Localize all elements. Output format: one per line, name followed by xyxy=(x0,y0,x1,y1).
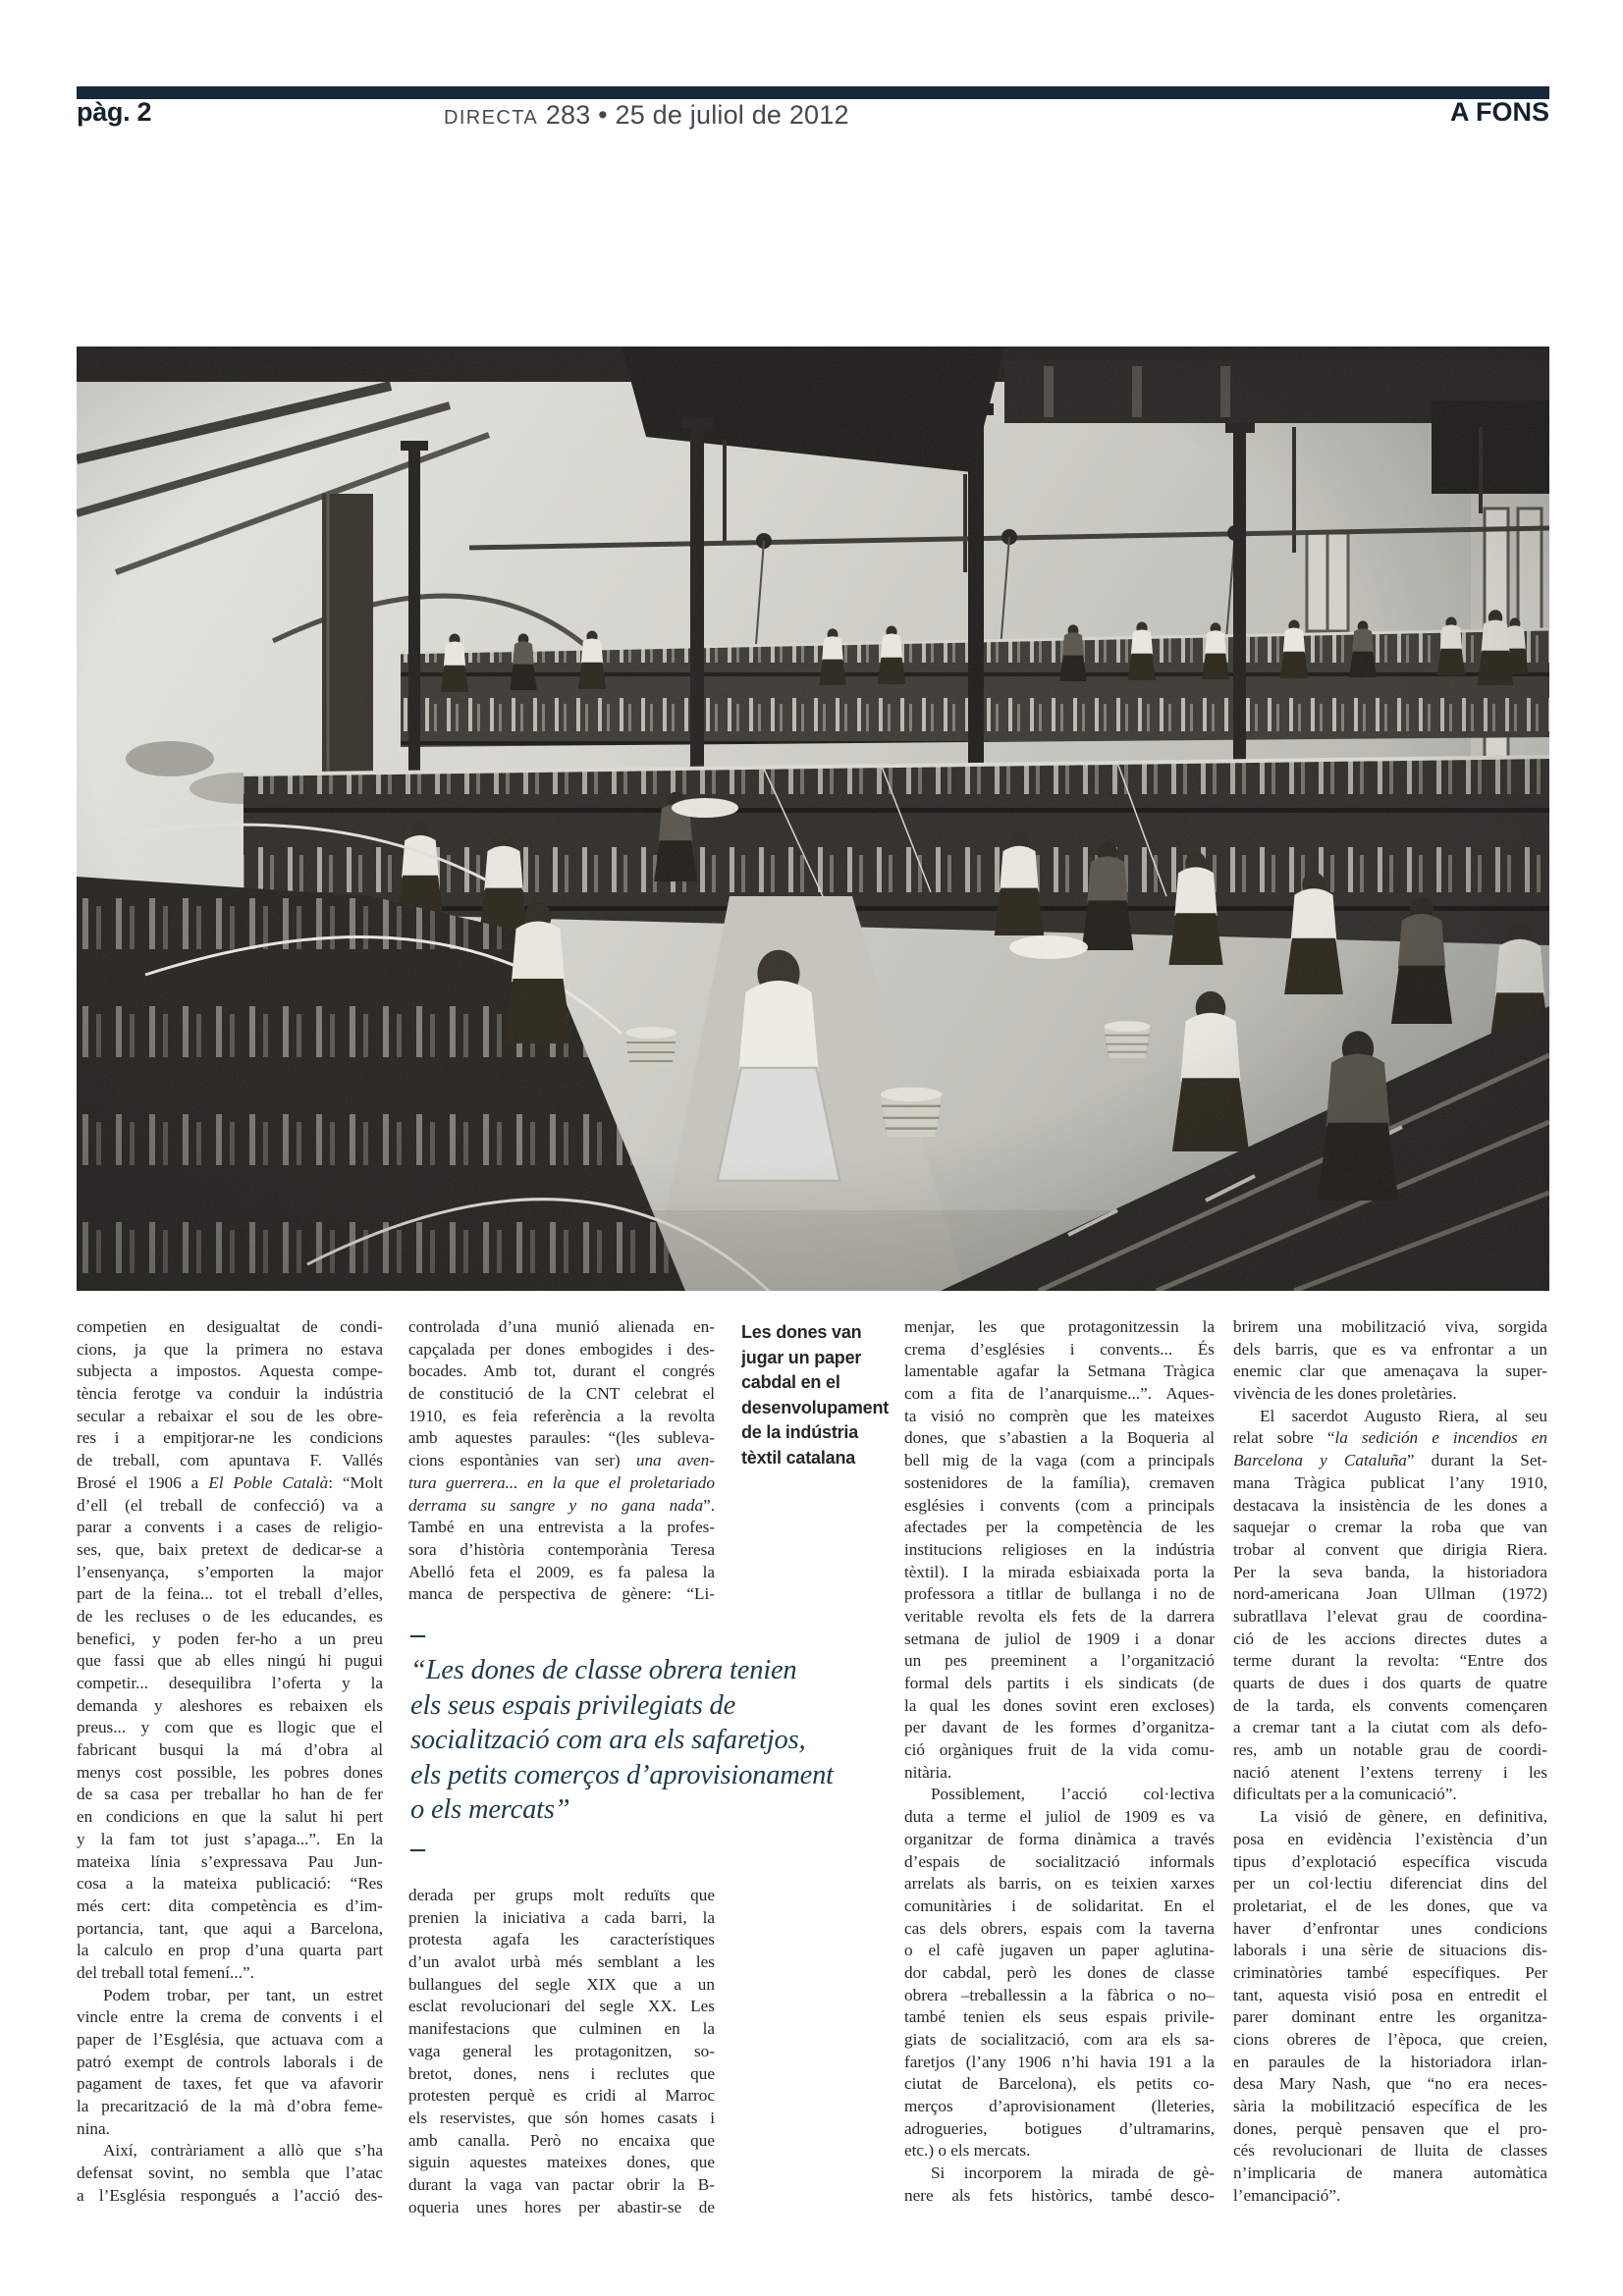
text-line: un pes preeminent a l’organització xyxy=(904,1651,1215,1671)
text-line: bretot, dones, nens i reclutes que xyxy=(408,2063,715,2083)
text-line: tant, aquesta visió posa en entredit el xyxy=(1233,1985,1547,2004)
text-line: Si incorporem la mirada de gè- xyxy=(931,2163,1215,2183)
body-column-2-top xyxy=(408,1316,715,1606)
text-line: haver d’enfrontar unes condicions xyxy=(1233,1918,1547,1938)
text-line: que fassi que ab elles ningú hi pugui xyxy=(77,1651,383,1671)
text-line: trobar al convent que dirigia Riera. xyxy=(1233,1539,1547,1559)
text-line: a cremar tant a la ciutat com als defo- xyxy=(1233,1718,1547,1737)
text-line: n’implicaria de manera automàtica xyxy=(1233,2163,1547,2183)
text-line: de la tarda, els convents començaren xyxy=(1233,1695,1547,1715)
text-line: Les dones van xyxy=(741,1322,862,1342)
text-line: capçalada per dones embogides i des- xyxy=(408,1339,715,1359)
text-line: la calculo en prop d’una quarta part xyxy=(77,1941,383,1960)
text-line: Abelló feta el 2009, es fa palesa la xyxy=(408,1562,715,1581)
text-line: afectades per la competència de les xyxy=(904,1518,1215,1537)
text-line: protesten perquè es cridi al Marroc xyxy=(408,2086,715,2106)
text-line: per un col·lectiu diferenciat dins del xyxy=(1233,1874,1547,1894)
text-line: veritable revolta els fets de la darrera xyxy=(904,1606,1215,1626)
text-line: arrelats als barris, on es teixien xarxes xyxy=(904,1874,1215,1894)
text-line: crema d’esglésies i convents... És xyxy=(904,1339,1215,1359)
text-line: obrera –treballessin a la fàbrica o no– xyxy=(904,1985,1215,2004)
text-line: sora d’història contemporània Teresa xyxy=(408,1539,715,1559)
text-line: també tenien els seus espais privile- xyxy=(904,2007,1215,2027)
text-line: defensat sovint, no sembla que l’atac xyxy=(77,2163,383,2183)
text-line: de treball, com apuntava F. Vallés xyxy=(77,1451,383,1470)
text-line: dones, que s’abastien a la Boqueria al xyxy=(904,1428,1215,1448)
text-line: ciutat de Barcelona), els petits co- xyxy=(904,2074,1215,2094)
text-line: d’ell (el treball de confecció) va a xyxy=(77,1495,383,1515)
text-line: ta visió no comprèn que les mateixes xyxy=(904,1406,1215,1425)
text-line: o els mercats” xyxy=(410,1794,570,1826)
text-line: demanda y aleshores es rebaixen els xyxy=(77,1695,383,1715)
text-line: criminatòries també específiques. Per xyxy=(1233,1962,1547,1982)
text-line: l’ensenyança, s’emporten la major xyxy=(77,1562,383,1581)
text-line: institucions religioses en la indústria xyxy=(904,1539,1215,1559)
text-line: terme durant la revolta: “Entre dos xyxy=(1233,1651,1547,1671)
publication-name: DIRECTA xyxy=(444,107,539,129)
text-line: com a fita de l’anarquisme...”. Aques- xyxy=(904,1384,1215,1404)
text-line: paper de l’Església, que actuava com a xyxy=(77,2030,383,2049)
text-line: “Les dones de classe obrera tenien xyxy=(410,1655,797,1685)
text-line: nació atenent l’extens terreny i les xyxy=(1233,1762,1547,1782)
text-line: competien en desigualtat de condi- xyxy=(77,1317,383,1336)
text-line: dels barris, que es va enfrontar a un xyxy=(1233,1339,1547,1359)
text-line: part de la feina... tot el treball d’elles, xyxy=(77,1584,383,1604)
text-line: vaga general les protagonitzen, so- xyxy=(408,2041,715,2060)
text-line: vivència de les dones proletàries. xyxy=(1233,1384,1457,1404)
text-line: subjecta a impostos. Aquesta compe- xyxy=(77,1362,383,1381)
text-line: res, amb un notable grau de coordi- xyxy=(1233,1740,1547,1760)
text-line: El sacerdot Augusto Riera, al seu xyxy=(1260,1406,1547,1425)
text-line: comunitàries i de solidaritat. En el xyxy=(904,1896,1215,1915)
text-line: desenvolupament xyxy=(741,1397,890,1417)
article-photo xyxy=(77,347,1549,1291)
text-line: merços d’aprovisionament (lleteries, xyxy=(904,2097,1215,2116)
text-line: dones, perquè pensaven que el pro- xyxy=(1233,2118,1547,2138)
text-line: professora a titllar de bullanga i no de xyxy=(904,1584,1215,1604)
text-line: nina. xyxy=(77,2118,110,2138)
text-line: manca de perspectiva de gènere: “Li- xyxy=(408,1584,715,1604)
text-line: quarts de dues i dos quarts de quatre xyxy=(1233,1674,1547,1692)
text-line: vincle entre la crema de convents i el xyxy=(77,2007,383,2027)
text-line: bocades. Amb tot, durant el congrés xyxy=(408,1362,715,1381)
text-line: tipus d’explotació específica viscuda xyxy=(1233,1851,1547,1871)
text-line: manifestacions que culminen en la xyxy=(408,2019,715,2039)
pull-quote xyxy=(410,1618,884,1864)
text-line: etc.) o els mercats. xyxy=(904,2141,1031,2161)
text-line: subratllava l’elevat grau de coordina- xyxy=(1233,1606,1547,1626)
text-line: els seus espais privilegiats de xyxy=(410,1689,736,1721)
text-line: adrogueries, botigues d’ultramarins, xyxy=(904,2118,1215,2138)
text-line: del treball total femení...”. xyxy=(77,1962,254,1982)
text-line: portancia, tant, que aqui a Barcelona, xyxy=(77,1918,383,1938)
text-line: saquejar o cremar la roba que van xyxy=(1233,1518,1547,1537)
body-column-2-bottom xyxy=(408,1885,715,2218)
text-line: socialització com ara els safaretjos, xyxy=(410,1725,806,1756)
text-line: cabdal en el xyxy=(741,1372,840,1392)
text-line: la precarització de la mà d’obra feme- xyxy=(77,2097,383,2116)
text-line: més cert: dita competència es d’im- xyxy=(77,1896,383,1915)
text-line: brirem una mobilització viva, sorgida xyxy=(1233,1317,1547,1336)
issue-date xyxy=(444,100,849,131)
text-line: patró exempt de controls laborals i de xyxy=(77,2052,383,2071)
text-line: amb canalla. Però no encaixa que xyxy=(408,2130,715,2150)
text-line: prenien la iniciativa a cada barri, la xyxy=(408,1907,715,1927)
text-line: duta a terme el juliol de 1909 es va xyxy=(904,1807,1215,1827)
text-line: laborals i una sèrie de situacions dis- xyxy=(1233,1941,1547,1960)
section-label: A FONS xyxy=(1450,97,1549,127)
text-line: pagament de taxes, fet que va afavorir xyxy=(77,2074,383,2094)
text-line: setmana de juliol de 1909 i a donar xyxy=(904,1629,1215,1648)
text-line: de sa casa per treballar ho han de fer xyxy=(77,1785,383,1804)
text-line: esclat revolucionari del segle XX. Les xyxy=(408,1997,715,2016)
text-line: menys cost possible, les pobres dones xyxy=(77,1762,383,1782)
text-line: faretjos (l’any 1906 n’hi havia 191 a la xyxy=(904,2052,1215,2071)
text-line: controlada d’una munió alienada en- xyxy=(408,1317,715,1336)
text-line: cions espontànies van ser) una aven- xyxy=(408,1451,715,1470)
text-line: Possiblement, l’acció col·lectiva xyxy=(931,1785,1215,1804)
text-line: formal dels partits i els sindicats (de xyxy=(904,1674,1215,1692)
text-line: ses, que, baix pretext de dedicar-se a xyxy=(77,1539,383,1559)
text-line: proletariat, el de les dones, que va xyxy=(1233,1896,1547,1915)
quote-dash-bottom: – xyxy=(410,1831,425,1864)
text-line: parer dominant entre les organitza- xyxy=(1233,2007,1547,2027)
text-line: ció orgàniques fruit de la vida comu- xyxy=(904,1740,1215,1760)
text-line: derrama su sangre y no gana nada”. xyxy=(408,1495,715,1515)
text-line: jugar un paper xyxy=(741,1347,862,1367)
text-line: parar a convents i a cases de religio- xyxy=(77,1518,383,1537)
text-line: relat sobre “la sedición e incendios en xyxy=(1233,1428,1547,1448)
text-line: de les recluses o de les educandes, es xyxy=(77,1606,383,1626)
text-line: d’un avalot urbà més semblant a les xyxy=(408,1952,715,1972)
text-line: lamentable agafar la Setmana Tràgica xyxy=(904,1362,1215,1381)
text-line: cosa a la mateixa publicació: “Res xyxy=(77,1874,383,1894)
text-line: organitzar de forma dinàmica a través xyxy=(904,1829,1215,1848)
text-line: Brosé el 1906 a El Poble Català: “Molt xyxy=(77,1472,383,1492)
text-line: de la indústria xyxy=(741,1422,859,1442)
text-line: protesta agafa les característiques xyxy=(408,1930,715,1949)
text-line: tura guerrera... en la que el proletariado xyxy=(408,1472,715,1492)
text-line: posa en evidència l’existència d’un xyxy=(1233,1829,1547,1848)
text-line: tèxtil). I la mirada esbiaixada porta la xyxy=(904,1562,1215,1581)
text-line: Barcelona y Cataluña” durant la Set- xyxy=(1233,1451,1547,1470)
text-line: en condicions en que la salut hi pert xyxy=(77,1807,383,1827)
photo-caption xyxy=(741,1320,913,1470)
text-line: 1910, es feia referència a la revolta xyxy=(408,1406,715,1425)
text-line: mateixa línia s’expressava Pau Jun- xyxy=(77,1851,383,1871)
text-line: competir... desequilibra l’oferta y la xyxy=(77,1674,383,1692)
text-line: oqueria unes hores per abastir-se de xyxy=(408,2197,715,2216)
text-line: amb aquestes paraules: “(les subleva- xyxy=(408,1428,715,1448)
text-line: a l’Església respongués a l’acció des- xyxy=(77,2185,383,2205)
text-line: d’espais de socialització informals xyxy=(904,1851,1215,1871)
text-line: esglésies i convents (com a principals xyxy=(904,1495,1215,1515)
text-line: dificultats per a la comunicació”. xyxy=(1233,1785,1457,1804)
text-line: fabricant busqui la má d’obra al xyxy=(77,1740,383,1760)
text-line: desa Mary Nash, que “no era neces- xyxy=(1233,2074,1547,2094)
body-column-5 xyxy=(1233,1316,1547,2208)
issue-info: 283 • 25 de juliol de 2012 xyxy=(538,100,849,130)
text-line: bullangues del segle XIX que a un xyxy=(408,1974,715,1994)
text-line: sària la mobilització específica de les xyxy=(1233,2097,1547,2116)
text-line: Així, contràriament a allò que s’ha xyxy=(103,2141,383,2161)
text-line: res i a empitjorar-ne les condicions xyxy=(77,1428,383,1448)
text-line: derada per grups molt reduïts que xyxy=(408,1886,715,1904)
text-line: els reservistes, que són homes casats i xyxy=(408,2108,715,2127)
text-line: nere als fets històrics, també desco- xyxy=(904,2185,1215,2205)
text-line: siguin aquestes mateixes dones, que xyxy=(408,2153,715,2172)
text-line: enemic clar que amenaçava la super- xyxy=(1233,1362,1547,1381)
page-number: pàg. 2 xyxy=(77,97,152,127)
text-line: preus... y com que es llogic que el xyxy=(77,1718,383,1737)
text-line: dor cabdal, però les dones de classe xyxy=(904,1962,1215,1982)
quote-text xyxy=(410,1653,884,1828)
text-line: bell mig de la vaga (com a principals xyxy=(904,1451,1215,1470)
text-line: tèxtil catalana xyxy=(741,1447,856,1468)
text-line: de constitució de la CNT celebrat el xyxy=(408,1384,715,1404)
text-line: menjar, les que protagonitzessin la xyxy=(904,1317,1215,1336)
text-line: mana Tràgica publicat l’any 1910, xyxy=(1233,1472,1547,1492)
text-line: cions, ja que la primera no estava xyxy=(77,1339,383,1359)
text-line: cas dels obrers, espais com la taverna xyxy=(904,1918,1215,1938)
text-line: destacava la insistència de les dones a xyxy=(1233,1495,1547,1515)
text-line: en paraules de la historiadora irlan- xyxy=(1233,2052,1547,2071)
text-line: nitària. xyxy=(904,1762,952,1782)
text-line: secular a rebaixar el sou de les obre- xyxy=(77,1406,383,1425)
text-line: y la fam tot just s’apaga...”. En la xyxy=(77,1829,383,1848)
body-column-4 xyxy=(904,1316,1215,2208)
quote-dash-top: – xyxy=(410,1618,425,1650)
text-line: sostenidores de la família), cremaven xyxy=(904,1472,1215,1492)
text-line: tència ferotge va conduir la indústria xyxy=(77,1384,383,1404)
text-line: cés revolucionari de lluita de classes xyxy=(1233,2141,1547,2161)
text-line: cions obreres de l’època, que creien, xyxy=(1233,2030,1547,2049)
text-line: l’emancipació”. xyxy=(1233,2185,1341,2205)
text-line: o el cafè jugaven un paper aglutina- xyxy=(904,1941,1215,1960)
text-line: Per la seva banda, la historiadora xyxy=(1233,1562,1547,1581)
text-line: giats de socialització, com ara els sa- xyxy=(904,2030,1215,2049)
text-line: la qual les dones sovint eren excloses) xyxy=(904,1695,1215,1715)
text-line: Podem trobar, per tant, un estret xyxy=(103,1985,383,2004)
body-column-1 xyxy=(77,1316,383,2208)
text-line: durant la vaga van pactar obrir la B- xyxy=(408,2174,715,2194)
text-line: per davant de les formes d’organitza- xyxy=(904,1718,1215,1737)
text-line: benefici, y poden fer-ho a un preu xyxy=(77,1629,383,1648)
text-line: També en una entrevista a la profes- xyxy=(408,1518,715,1537)
text-line: ció de les accions directes dutes a xyxy=(1233,1629,1547,1648)
text-line: nord-americana Joan Ullman (1972) xyxy=(1233,1584,1547,1604)
text-line: La visió de gènere, en definitiva, xyxy=(1260,1807,1547,1827)
text-line: els petits comerços d’aprovisionament xyxy=(410,1759,834,1790)
